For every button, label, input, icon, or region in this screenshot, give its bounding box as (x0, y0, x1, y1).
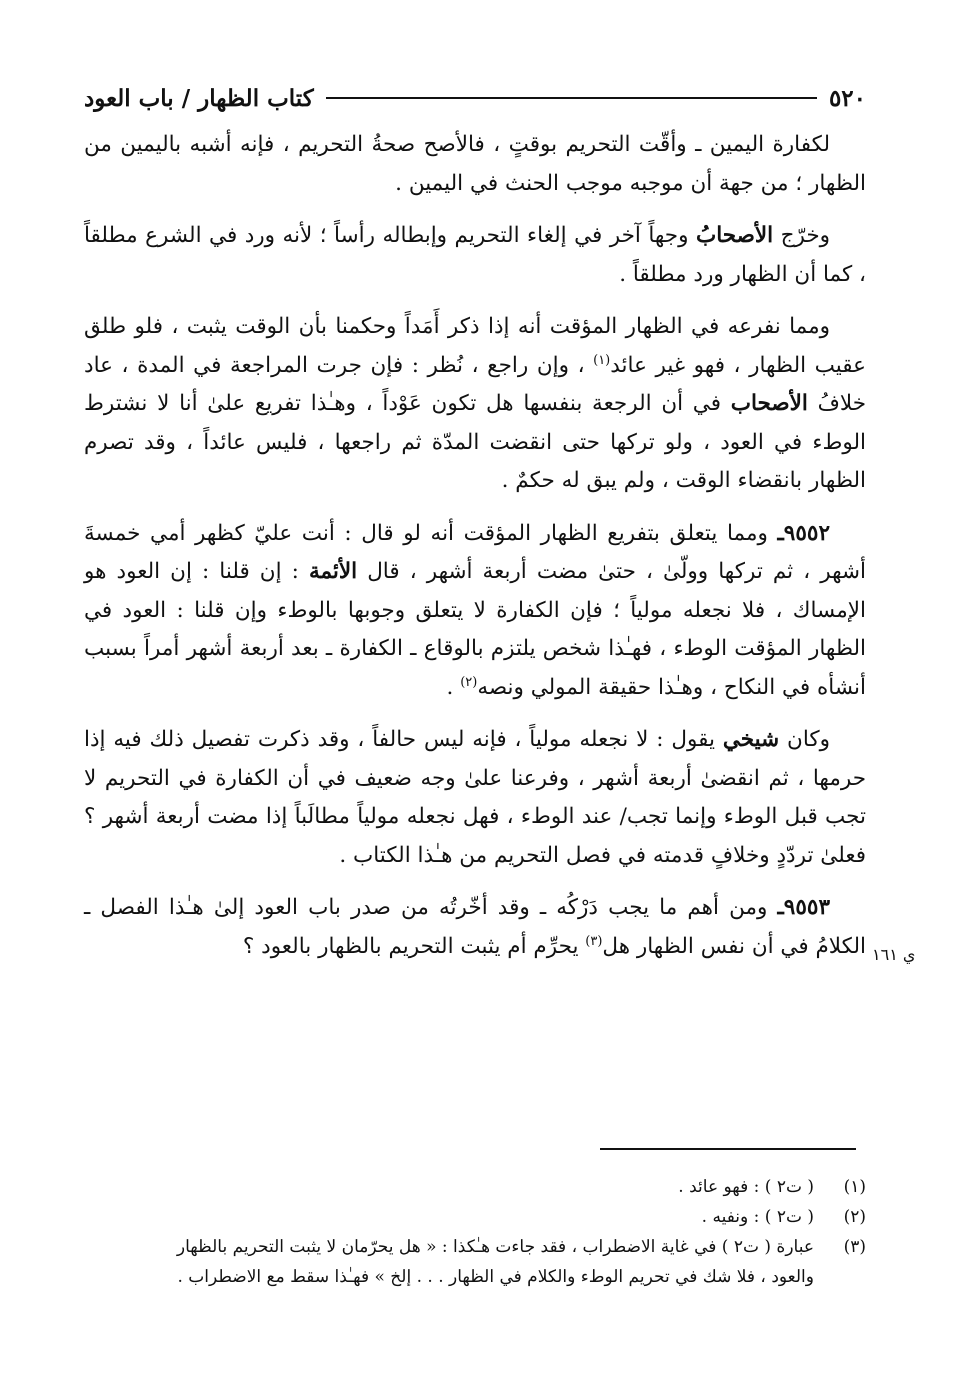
paragraph-text: ومما نفرعه في الظهار المؤقت أنه إذا ذكر أَمَداً وحكمنا بأن الوقت يثبت ، فلو طلق عقيب الظهار ، فهو غير عائد (84, 314, 866, 378)
paragraph-text: : إن قلنا : إن العود هو الإمساك ، فلا نجعله مولياً ؛ فإن الكفارة لا يتعلق وجوبها بالوطء وإن قلنا : العود في الظهار المؤقت الوطء ، فهـٰذا شخص يلتزم بالوقاع ـ الكفارة ـ بعد أربعة أشهر أمراً بسبب أنشأه في النكاح ، وهـٰذا حقيقة المولي ونصه (84, 559, 866, 700)
emphasis: الأصحاب (730, 391, 808, 416)
footnote-ref-3: (٣) (585, 933, 603, 949)
chapter-title: كتاب الظهار / باب العود (84, 84, 314, 112)
paragraph-text: لكفارة اليمين ـ وأقّت التحريم بوقتٍ ، فالأصح صحةُ التحريم ، فإنه أشبه باليمين من الظهار ؛ من جهة أن موجبه موجب الحنث في اليمين . (84, 132, 866, 196)
footnote-text: ( ت٢ ) : ونفيه . (701, 1207, 814, 1227)
paragraph-text: يقول : لا نجعله مولياً ، فإنه ليس حالفاً ، وقد ذكرت تفصيل ذلك فيه إذا حرمها ، ثم انقضىٰ أربعة أشهر ، وفرعنا علىٰ وجه ضعيف في أن الكفارة في التحريم لا تجب قبل الوطء وإنما تجب/ عند الوطء ، فهل نجعله مولياً مطالَباً إذا مضت أربعة أشهر ؟ فعلىٰ تردّدٍ وخلافٍ قدمته في فصل التحريم من هـٰذا الكتاب . (84, 727, 866, 868)
manuscript-page-marker: ي ١٦١ (872, 945, 916, 964)
paragraph-6 (84, 889, 866, 966)
paragraph-text: في أن الرجعة بنفسها هل تكون عَوْداً ، وهـٰذا تفريع علىٰ أنا لا نشترط الوطء في العود ، ولو تركها حتى انقضت المدّة ثم راجعها ، فليس عائداً ، وقد تصرم الظهار بانقضاء الوقت ، ولم يبق له حكمٌ . (84, 391, 866, 493)
section-number: ٩٥٥٣ـ (777, 895, 830, 920)
footnote-2 (84, 1202, 866, 1232)
paragraph-text: وجهاً آخر في إلغاء التحريم وإبطاله رأساً ؛ لأنه ورد في الشرع مطلقاً ، كما أن الظهار ورد مطلقاً . (84, 223, 866, 287)
footnote-text: ( ت٢ ) : فهو عائد . (678, 1177, 814, 1197)
emphasis: شيخي (722, 727, 780, 752)
paragraph-4 (84, 515, 866, 708)
running-header (84, 80, 866, 116)
paragraph-2 (84, 217, 866, 294)
footnote-divider (600, 1148, 856, 1150)
footnote-text: عبارة ( ت٢ ) في غاية الاضطراب ، فقد جاءت هـٰكذا : « هل يحرّمان لا يثبت التحريم بالظهار (176, 1237, 814, 1257)
header-rule (326, 97, 817, 99)
paragraph-1 (84, 126, 866, 203)
section-number: ٩٥٥٢ـ (777, 520, 830, 546)
footnote-ref-2: (٢) (460, 674, 478, 690)
paragraph-text: ، وإن راجع ، نُظر : فإن جرت المراجعة في المدة ، عاد خلافُ (84, 352, 866, 416)
paragraph-5 (84, 721, 866, 875)
emphasis: الأصحابُ (695, 223, 774, 248)
footnote-3 (84, 1232, 866, 1262)
footnote-number: (١) (843, 1177, 866, 1197)
footnote-number: (٣) (843, 1237, 866, 1257)
paragraph-text: ومما يتعلق بتفريع الظهار المؤقت أنه لو قال : أنت عليّ كظهر أمي خمسةَ أشهر ، ثم تركها وولّىٰ ، حتىٰ مضت أربعة أشهر ، قال (84, 520, 866, 584)
emphasis: الأئمة (308, 559, 358, 584)
footnote-1 (84, 1172, 866, 1202)
page-number: ٥٢٠ (828, 84, 866, 112)
footnote-ref-1: (١) (593, 352, 611, 368)
paragraph-text: وخرّج (773, 223, 831, 248)
footnote-text: والعود ، فلا شك في تحريم الوطء والكلام في الظهار . . . إلخ » فهـٰذا سقط مع الاضطراب . (177, 1267, 814, 1287)
footnote-number: (٢) (843, 1207, 866, 1227)
paragraph-3 (84, 308, 866, 501)
paragraph-text: . (446, 674, 461, 700)
paragraph-text: يحرِّم أم يثبت التحريم بالظهار بالعود ؟ (242, 933, 586, 959)
main-text (84, 126, 866, 980)
footnote-3-continued (84, 1262, 866, 1292)
paragraph-text: ومن أهم ما يجب دَرْكُه ـ وقد أخّرتُه من صدر باب العود إلىٰ هـٰذا الفصل ـ الكلامُ في أن نفس الظهار هل (84, 895, 866, 959)
paragraph-text: وكان (779, 727, 830, 752)
footnotes (84, 1172, 866, 1292)
